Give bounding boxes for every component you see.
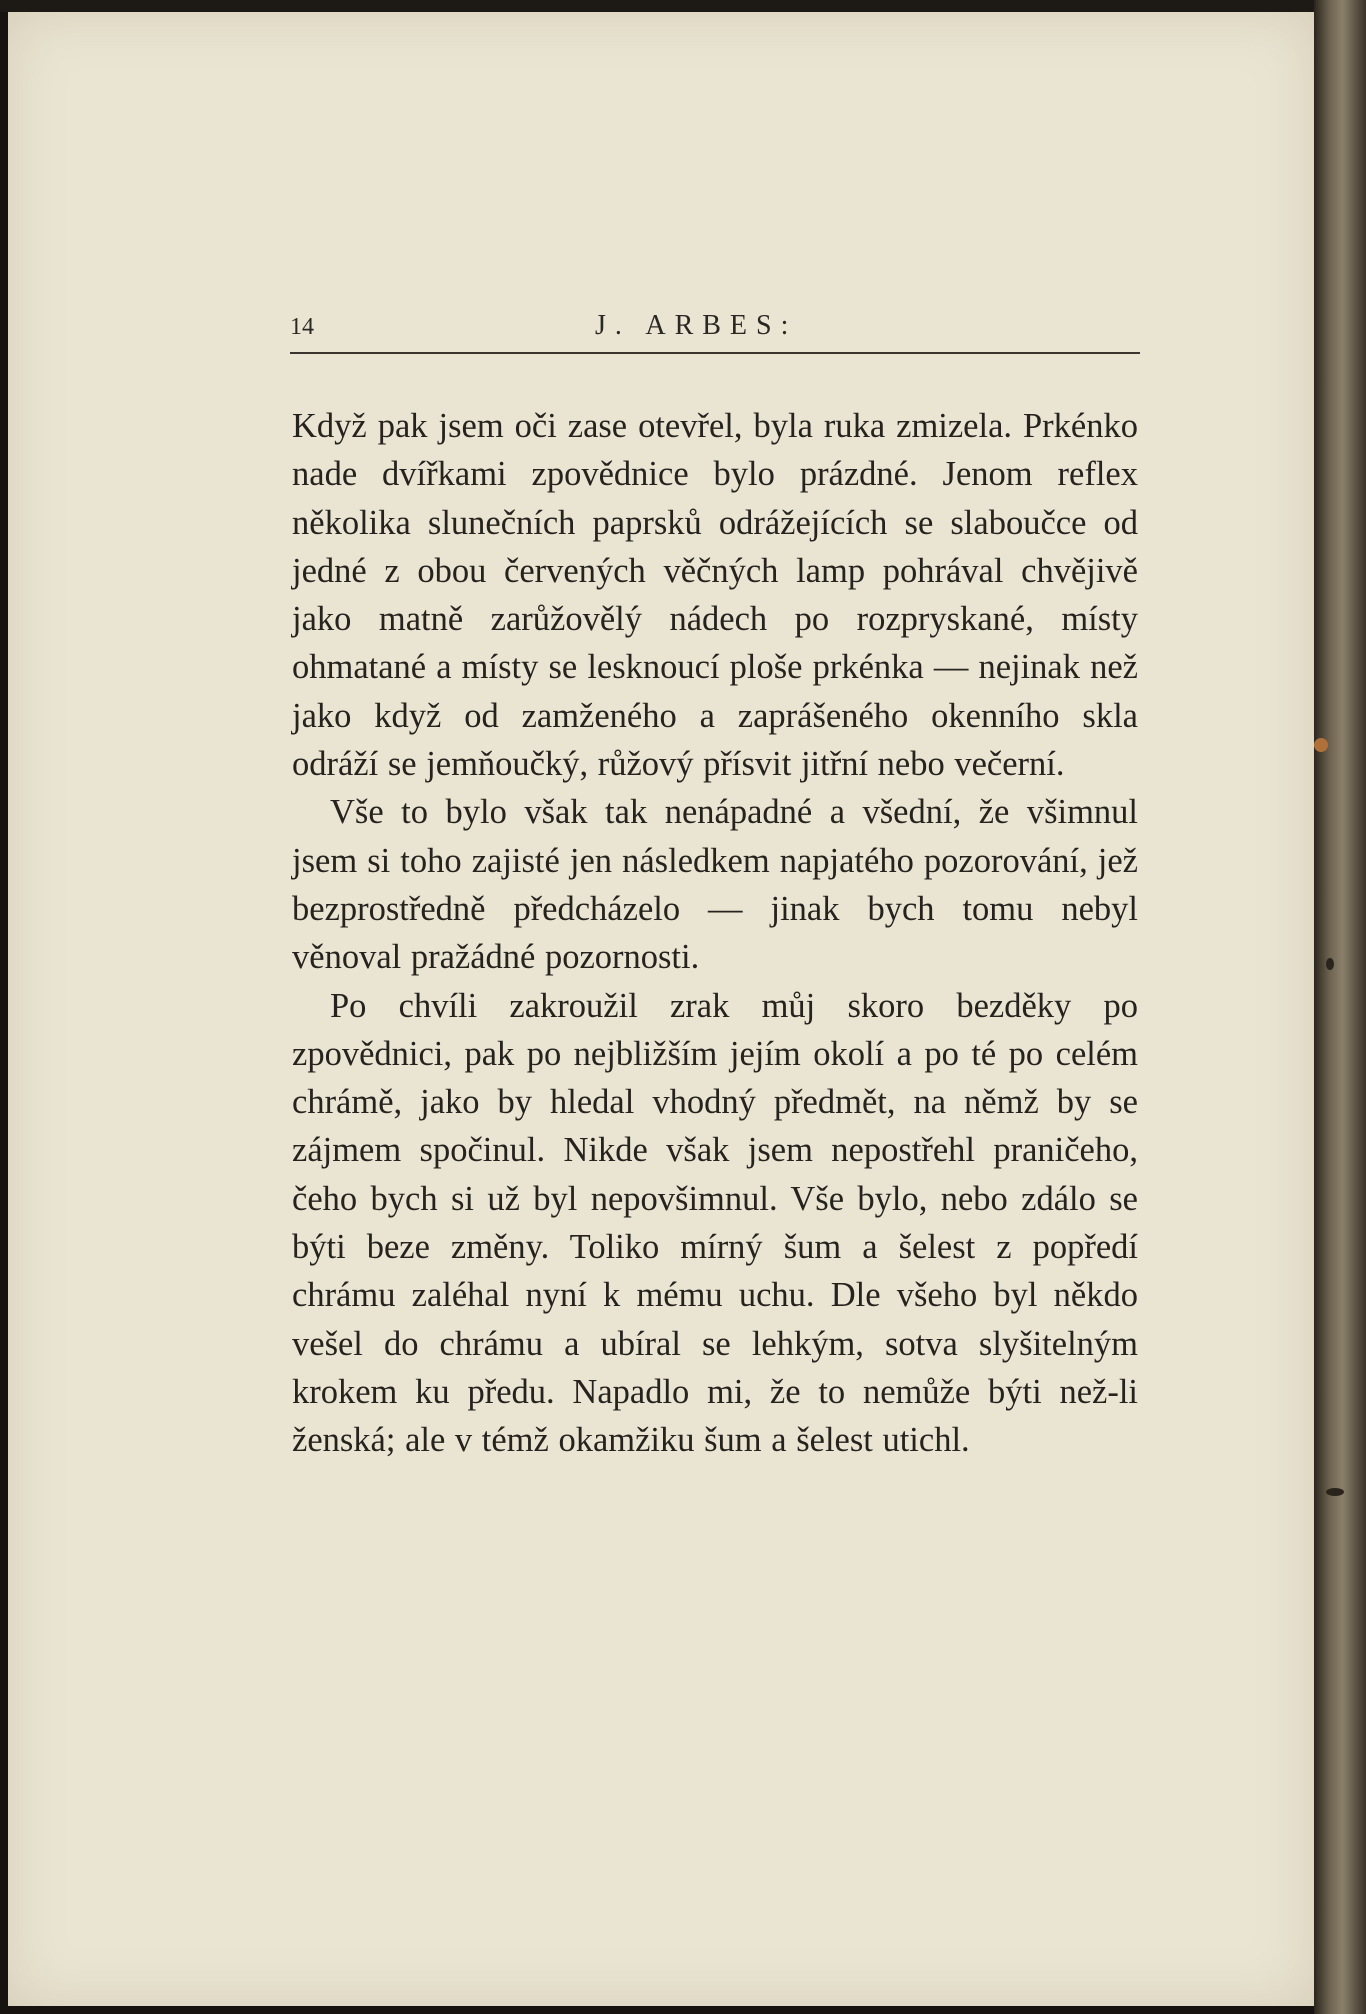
page-tab-mark — [1326, 958, 1334, 970]
paragraph: Po chvíli zakroužil zrak můj skoro bezděky po zpovědnici, pak po nejbližším jejím okolí a po té po celém chrámě, jako by hledal vhodný předmět, na němž by se zájmem spočinul. Nikde však jsem nepostřehl praničeho, čeho bych si už byl nepovšimnul. Vše bylo, nebo zdálo se býti beze změny. Toliko mírný šum a šelest z popředí chrámu zaléhal nyní k mému uchu. Dle všeho byl někdo vešel do chrámu a ubíral se lehkým, sotva slyšitelným krokem ku předu. Napadlo mi, že to nemůže býti než-li ženská; ale v témž okamžiku šum a šelest utichl. — [292, 986, 1138, 1460]
running-head: J. ARBES: — [595, 310, 798, 341]
page-number: 14 — [290, 314, 314, 340]
paragraph: Když pak jsem oči zase otevřel, byla ruka zmizela. Prkénko nade dvířkami zpovědnice bylo prázdné. Jenom reflex několika slunečních paprsků odrážejících se slaboučce od jedné z obou červených věčných lamp pohrával chvějivě jako matně zarůžovělý nádech po rozpryskané, místy ohmatané a místy se lesknoucí ploše prkénka — nejinak než jako když od zamženého a zaprášeného okenního skla odráží se jemňoučký, růžový přísvit jitřní nebo večerní. — [292, 407, 1138, 784]
page-tab-mark — [1326, 1488, 1344, 1496]
body-text — [292, 402, 1138, 1465]
page-header — [290, 306, 1140, 354]
header-rule — [290, 352, 1140, 354]
top-page-edge — [0, 0, 1366, 12]
paragraph: Vše to bylo však tak nenápadné a všední, že všimnul jsem si toho zajisté jen následkem napjatého pozorování, jež bezprostředně předcházelo — jinak bych tomu nebyl věnoval pražádné pozornosti. — [292, 793, 1138, 977]
page-tab-mark — [1314, 738, 1328, 752]
book-gutter — [1314, 0, 1366, 2014]
